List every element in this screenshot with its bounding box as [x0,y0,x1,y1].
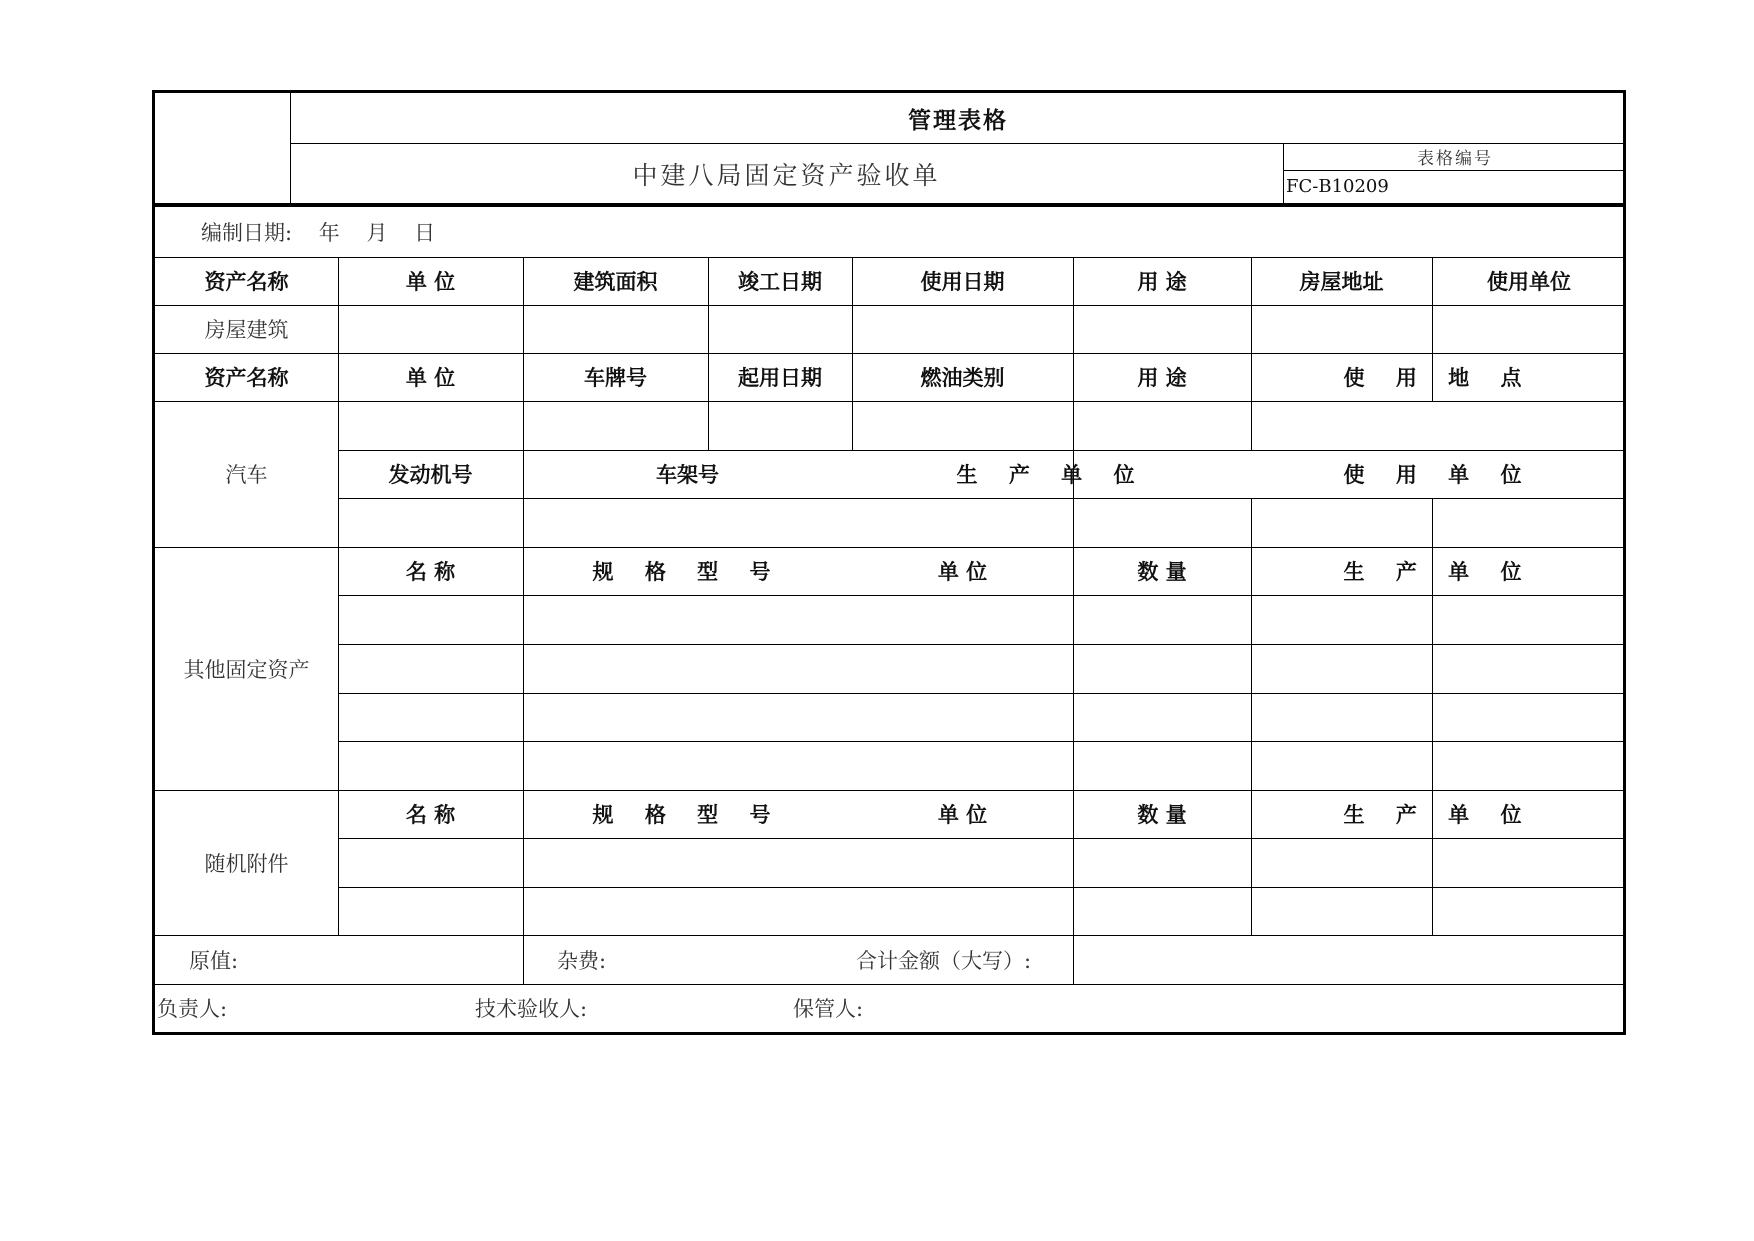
vehicle-header-frame-no: 车架号 [656,463,719,487]
vehicle-header-location: 使 用 地 点 [1343,366,1534,390]
form-number: FC-B10209 [1286,176,1389,197]
vehicle-header-purpose: 用 途 [1137,366,1187,390]
doc-title: 中建八局固定资产验收单 [632,161,941,190]
vehicle-header-engine-no: 发动机号 [388,463,473,487]
building-header-purpose: 用 途 [1137,270,1187,294]
building-header-user-unit: 使用单位 [1487,270,1571,294]
vehicle-header-manufacturer: 生 产 单 位 [956,463,1147,487]
acc-header-name: 名 称 [405,803,456,827]
vehicle-input-row-2[interactable] [338,498,1626,547]
other-assets-label: 其他固定资产 [183,657,310,682]
asset-acceptance-form [152,90,1626,1035]
other-header-spec: 规 格 型 号 [592,560,783,584]
building-header-unit: 单 位 [405,270,456,294]
vehicle-header-user-unit: 使 用 单 位 [1343,463,1534,487]
form-number-label: 表格编号 [1417,149,1493,169]
tech-inspector-label: 技术验收人: [475,997,588,1021]
other-assets-input-rows[interactable] [338,595,1626,790]
acc-header-unit: 单 位 [937,803,988,827]
other-header-name: 名 称 [405,560,456,584]
accessories-label: 随机附件 [204,851,289,876]
acc-header-quantity: 数 量 [1137,803,1187,827]
other-header-manufacturer: 生 产 单 位 [1343,560,1534,584]
vehicle-header-start-date: 起用日期 [738,366,822,390]
total-amount-label: 合计金额（大写）: [856,948,1032,973]
vehicle-header-unit: 单 位 [405,366,456,390]
acc-header-manufacturer: 生 产 单 位 [1343,803,1534,827]
acc-header-spec: 规 格 型 号 [592,803,783,827]
building-label: 房屋建筑 [204,318,289,342]
vehicle-input-row-1[interactable] [338,401,1626,450]
top-title: 管理表格 [908,107,1008,134]
misc-fee-label: 杂费: [557,948,607,973]
building-header-completion-date: 竣工日期 [738,270,822,294]
custodian-label: 保管人: [793,997,864,1021]
building-header-address: 房屋地址 [1299,270,1384,294]
building-header-asset-name: 资产名称 [204,270,289,294]
building-input-row[interactable] [338,305,1626,353]
vehicle-header-fuel-type: 燃油类别 [920,366,1005,390]
responsible-label: 负责人: [157,997,228,1021]
vehicle-header-asset-name: 资产名称 [204,366,289,390]
vehicle-header-plate: 车牌号 [584,366,647,390]
vehicle-label: 汽车 [225,463,268,487]
compile-date: 编制日期: 年 月 日 [201,221,436,245]
original-value-label: 原值: [189,948,239,973]
other-header-quantity: 数 量 [1137,560,1187,584]
other-header-unit: 单 位 [937,560,988,584]
accessories-input-rows[interactable] [338,838,1626,935]
building-header-use-date: 使用日期 [920,270,1005,294]
building-header-area: 建筑面积 [573,270,658,294]
